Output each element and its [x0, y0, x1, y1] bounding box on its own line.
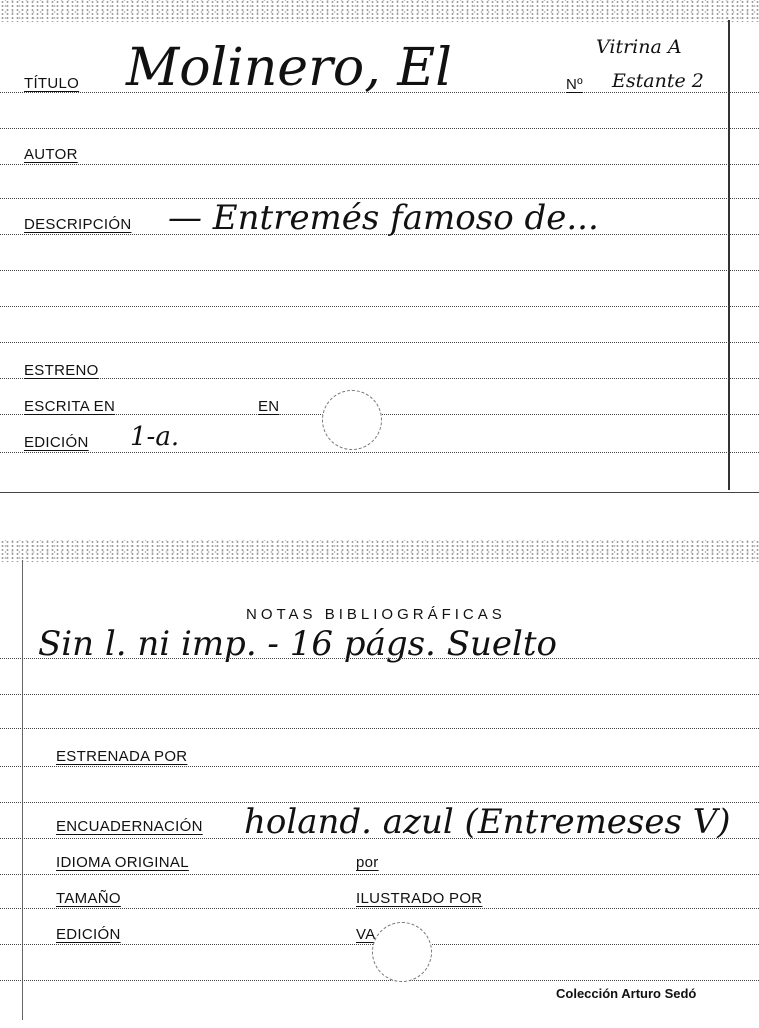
rule	[0, 452, 759, 453]
escrita-en-label: ESCRITA EN	[24, 398, 116, 415]
notas-title: NOTAS BIBLIOGRÁFICAS	[246, 606, 506, 623]
estante-value: Estante 2	[612, 70, 704, 92]
descripcion-label: DESCRIPCIÓN	[24, 216, 132, 233]
rule	[0, 270, 759, 271]
rule	[0, 728, 759, 729]
card-divider	[0, 492, 759, 493]
va-label: VA	[356, 926, 376, 943]
titulo-value: Molinero, El	[126, 38, 452, 98]
vitrina-note: Vitrina A	[596, 36, 682, 58]
tamano-label: TAMAÑO	[56, 890, 121, 907]
rule	[0, 306, 759, 307]
right-margin-line	[728, 20, 730, 490]
punch-hole	[372, 922, 432, 982]
descripcion-value: — Entremés famoso de...	[168, 198, 599, 238]
notas-value: Sin l. ni imp. - 16 págs. Suelto	[38, 624, 557, 664]
rule	[0, 874, 759, 875]
autor-label: AUTOR	[24, 146, 78, 163]
catalog-card-top	[0, 0, 759, 492]
torn-edge-bottom	[0, 540, 759, 562]
numero-label: Nº	[566, 76, 583, 93]
rule	[0, 378, 759, 379]
torn-edge-top	[0, 0, 759, 22]
rule	[0, 658, 759, 659]
edicion-value: 1-a.	[130, 422, 180, 452]
edicion-label: EDICIÓN	[56, 926, 121, 943]
por-label: por	[356, 854, 379, 871]
rule	[0, 980, 759, 981]
coleccion-footer: Colección Arturo Sedó	[556, 986, 697, 1001]
titulo-label: TÍTULO	[24, 75, 80, 92]
rule	[0, 164, 759, 165]
rule	[0, 908, 759, 909]
estrenada-por-label: ESTRENADA POR	[56, 748, 188, 765]
rule	[0, 128, 759, 129]
en-label: EN	[258, 398, 280, 415]
edicion-label: EDICIÓN	[24, 434, 89, 451]
encuadernacion-label: ENCUADERNACIÓN	[56, 818, 203, 835]
estreno-label: ESTRENO	[24, 362, 99, 379]
rule	[0, 342, 759, 343]
left-margin-line	[22, 560, 23, 1020]
encuadernacion-value: holand. azul (Entremeses V)	[244, 802, 731, 842]
punch-hole	[322, 390, 382, 450]
rule	[0, 694, 759, 695]
ilustrado-label: ILUSTRADO POR	[356, 890, 483, 907]
rule	[0, 766, 759, 767]
catalog-card-bottom	[0, 540, 759, 1028]
idioma-label: IDIOMA ORIGINAL	[56, 854, 189, 871]
